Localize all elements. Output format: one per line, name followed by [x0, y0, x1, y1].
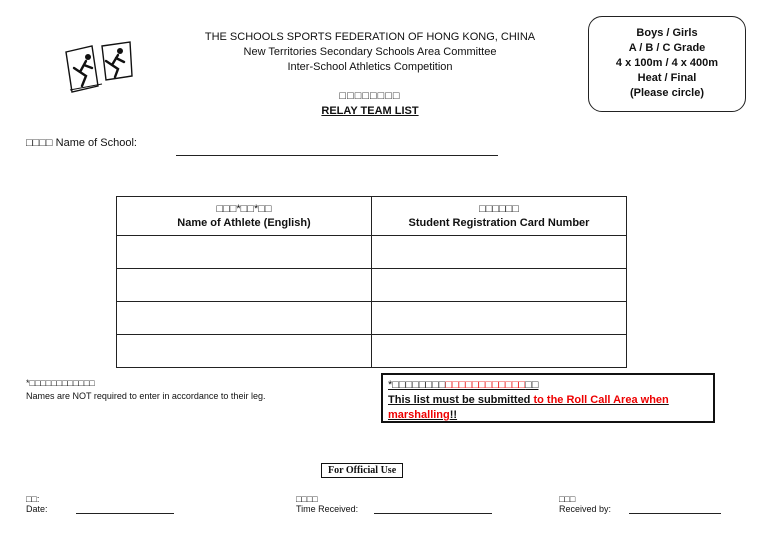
- relay-team-table: [116, 196, 627, 368]
- notice-en-red: to the Roll Call Area when marshalling: [388, 394, 669, 421]
- athletes-logo-icon: [62, 40, 134, 94]
- time-received-label: [296, 494, 358, 514]
- document-header: [180, 30, 560, 119]
- table-row: [117, 335, 627, 368]
- received-label-en: Received by:: [559, 504, 612, 514]
- date-label-zh: □□:: [26, 494, 40, 504]
- time-label-en: Time Received:: [296, 504, 359, 514]
- received-label-zh: □□□: [559, 494, 576, 504]
- gender-option: Boys / Girls: [636, 27, 698, 39]
- registration-number-cell[interactable]: [372, 236, 627, 269]
- received-by-field[interactable]: [629, 513, 721, 514]
- order-note-zh: *□□□□□□□□□□□□: [26, 378, 95, 388]
- registration-number-cell[interactable]: [372, 302, 627, 335]
- date-label: [26, 494, 48, 514]
- time-received-field[interactable]: [374, 513, 492, 514]
- athlete-name-cell[interactable]: [117, 236, 372, 269]
- table-row: [117, 302, 627, 335]
- registration-header-zh: □□□□□□: [479, 203, 519, 215]
- order-note-en: Names are NOT required to enter in accordance to their leg.: [26, 391, 266, 401]
- circle-instruction: (Please circle): [630, 87, 704, 99]
- athlete-name-cell[interactable]: [117, 335, 372, 368]
- school-name-field[interactable]: [176, 155, 498, 156]
- table-header-row: [117, 197, 627, 236]
- submission-notice: [381, 373, 715, 423]
- official-use-label: For Official Use: [321, 463, 403, 478]
- time-label-zh: □□□□: [296, 494, 318, 504]
- page-title: RELAY TEAM LIST: [321, 105, 419, 117]
- notice-zh-b: □□: [525, 379, 539, 391]
- event-option: 4 x 100m / 4 x 400m: [615, 57, 719, 69]
- school-label-en: Name of School:: [55, 137, 137, 149]
- notice-en-b: !!: [449, 409, 458, 421]
- competition-name: Inter-School Athletics Competition: [287, 61, 453, 73]
- registration-header-en: Student Registration Card Number: [408, 217, 590, 229]
- org-name: THE SCHOOLS SPORTS FEDERATION OF HONG KONG, CHINA: [204, 31, 536, 43]
- submission-notice-en: [388, 393, 708, 423]
- date-field[interactable]: [76, 513, 174, 514]
- registration-number-cell[interactable]: [372, 335, 627, 368]
- submission-notice-zh: [388, 378, 708, 393]
- table-row: [117, 236, 627, 269]
- grade-option: A / B / C Grade: [628, 42, 706, 54]
- athlete-name-header: [117, 197, 372, 236]
- athlete-name-header-en: Name of Athlete (English): [177, 217, 311, 229]
- title-zh: □□□□□□□□: [339, 90, 401, 102]
- registration-number-cell[interactable]: [372, 269, 627, 302]
- notice-en-a: This list must be submitted: [388, 394, 534, 406]
- committee-name: New Territories Secondary Schools Area Committee: [243, 46, 497, 58]
- athlete-name-cell[interactable]: [117, 302, 372, 335]
- school-name-label: [26, 137, 137, 149]
- table-row: [117, 269, 627, 302]
- school-label-zh: □□□□: [26, 137, 53, 149]
- date-label-en: Date:: [26, 504, 48, 514]
- order-note: [26, 377, 265, 403]
- round-option: Heat / Final: [637, 72, 697, 84]
- registration-number-header: [372, 197, 627, 236]
- athlete-name-header-zh: □□□*□□*□□: [216, 203, 272, 215]
- notice-zh-a: *□□□□□□□□: [388, 379, 446, 391]
- athlete-name-cell[interactable]: [117, 269, 372, 302]
- notice-zh-red: □□□□□□□□□□□□: [445, 379, 526, 391]
- category-circle-box: [588, 16, 746, 112]
- received-by-label: [559, 494, 611, 514]
